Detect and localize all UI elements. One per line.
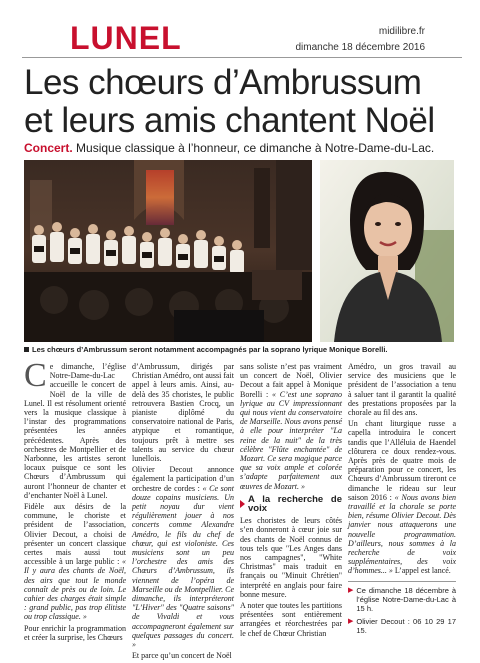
paragraph — [348, 419, 456, 575]
photo-caption — [24, 345, 464, 354]
headline — [24, 64, 464, 140]
paragraph — [24, 502, 126, 622]
headline-line-2: et leurs amis chantent Noël — [24, 101, 435, 140]
publication-date: dimanche 18 décembre 2016 — [295, 42, 425, 53]
event-info — [348, 586, 456, 614]
paragraph — [240, 362, 342, 491]
quote-text: « Ce sont douze copains musiciens. Un petit noyau dur vient régulièrement jouer à nos concerts comme Alexandre Amédro, le fils du chef de chœur, qui est violoniste. Ces musiciens sont un peu l’orchestre des amis des Chœurs d’Ambrussum, ils viennent de l’opéra de Marseille ou de Montpellier. Ce dimanche, ils interpréteront "L’Hiver" des "Quatre saisons" de Vivaldi et vous accompagneront également sur quelques passages du concert. » — [132, 483, 235, 650]
article-column-4 — [348, 362, 456, 636]
paragraph-text: e dimanche, l’église Notre-Dame-du-Lac accueille le concert de Noël de la ville de Lunel. Il est résolument orienté vers la musique classique à l’instar des programmations présentées les années précédentes. Après des orchestres de Montpellier et de Narbonne, les artistes seront locaux puisque ce sont les Chœurs d’Ambrussum qui auront l’honneur de chanter et d’enchanter Noël à Lunel. — [24, 362, 126, 500]
caption-marker — [24, 347, 29, 352]
section-title: LUNEL — [70, 20, 182, 56]
header-rule — [22, 57, 462, 58]
site-name: midilibre.fr — [378, 26, 425, 37]
kicker: Concert. — [24, 141, 73, 155]
paragraph: A noter que toutes les partitions présentées sont entièrement arrangées et réorchestrées par le chef de Chœur Christian — [240, 601, 342, 638]
paragraph-text: Un chant liturgique russe a capella introduira le concert tandis que l’Alléluia de Haendel clôturera ce doux rendez-vous. Après près de quatre mois de préparation pour ce concert, les Chœurs d’Ambrussum tireront ce dimanche le rideau sur leur saison 2016 : — [348, 419, 456, 502]
quote-text: « Il y aura des chants de Noël, des airs que tout le monde connaît de près ou de loin. Le cahier des charges était simple : grand public, pas trop élitiste ou trop classique. » — [24, 557, 127, 622]
paragraph — [132, 465, 234, 649]
paragraph — [24, 357, 126, 500]
intertitle-text: A la recherche de voix — [248, 493, 342, 515]
event-info-text: Ce dimanche 18 décembre à l’église Notre-Dame-du-Lac à 15 h. — [356, 585, 456, 614]
paragraph: d’Ambrussum, dirigés par Christian Amédro, ont aussi fait appel à leurs amis. Ainsi, au-delà des 35 choristes, le public retrouvera Bastien Crocq, un pianiste diplômé du conservatoire national de Paris, atypique et romantique, toujours prêt à mettre ses talents au service du chœur lunellois. — [132, 362, 234, 464]
info-divider — [348, 581, 456, 582]
soprano-portrait — [320, 160, 454, 342]
caption-text: Les chœurs d’Ambrussum seront notamment accompagnés par la soprano lyrique Monique Borelli. — [32, 345, 388, 354]
article-column-1 — [24, 357, 127, 644]
paragraph-text: Fidèle aux désirs de la commune, le choriste et président de l’association, Olivier Decout, a choisi de présenter un concert classique certes mais aussi tout accessible à un large public : — [24, 502, 126, 567]
paragraph-text: L’appel est lancé. — [394, 566, 451, 576]
triangle-icon — [240, 500, 245, 508]
subhead — [24, 141, 469, 155]
subhead-text: Musique classique à l’honneur, ce dimanche à Notre-Dame-du-Lac. — [76, 141, 435, 155]
paragraph-text: sans soliste n’est pas vraiment un concert de Noël, Olivier Decout a fait appel à Monique Borelli : — [240, 362, 342, 399]
contact-info — [348, 617, 456, 635]
article-column-2 — [132, 362, 234, 663]
quote-text: « C’est une soprano lyrique au CV impressionnant qui nous vient du conservatoire de Marseille. Nous avons pensé à elle pour interpréter "La reine de la nuit" de la très célèbre "Flûte enchantée" de Mozart. Ce sera magique parce que sa voix ample et colorée s’adapte parfaitement aux œuvres de Mozart. » — [240, 389, 342, 491]
intertitle — [240, 495, 342, 513]
paragraph-text: Olivier Decout annonce également la participation d’un orchestre de cordes : — [132, 465, 234, 493]
paragraph: Les choristes de leurs côtés s’en donneront à cœur joie sur des chants de Noël connus de tous tels que "Les Anges dans nos campagnes", "White Christmas" mais traduit en français ou "Minuit Chrétien" interprété en anglais pour faire bonne mesure. — [240, 516, 342, 599]
paragraph: Amédro, un gros travail au service des musiciens que le président de l’association a tenu à saluer tant il garantit la qualité des prestations proposées par la chorale au fil des ans. — [348, 362, 456, 418]
paragraph: Pour enrichir la programmation et créer la surprise, les Chœurs — [24, 623, 126, 642]
paragraph: Et parce qu’un concert de Noël — [132, 651, 232, 661]
drop-cap: C — [24, 357, 47, 394]
quote-text: « Nous avons bien travaillé et la chorale se porte bien, résume Olivier Decout. Dès janvier nous attaquerons une nouvelle programmation. D’ailleurs, nous sommes à la recherche de voix supplémentaires, des voix d’hommes... » — [348, 492, 456, 576]
article-column-3 — [240, 362, 342, 640]
contact-info-text: Olivier Decout : 06 10 29 17 15. — [356, 617, 456, 636]
bullet-icon: ▶ — [348, 618, 354, 626]
choir-photo — [24, 160, 312, 342]
bullet-icon: ▶ — [348, 586, 354, 594]
headline-line-1: Les chœurs d’Ambrussum — [24, 63, 422, 102]
